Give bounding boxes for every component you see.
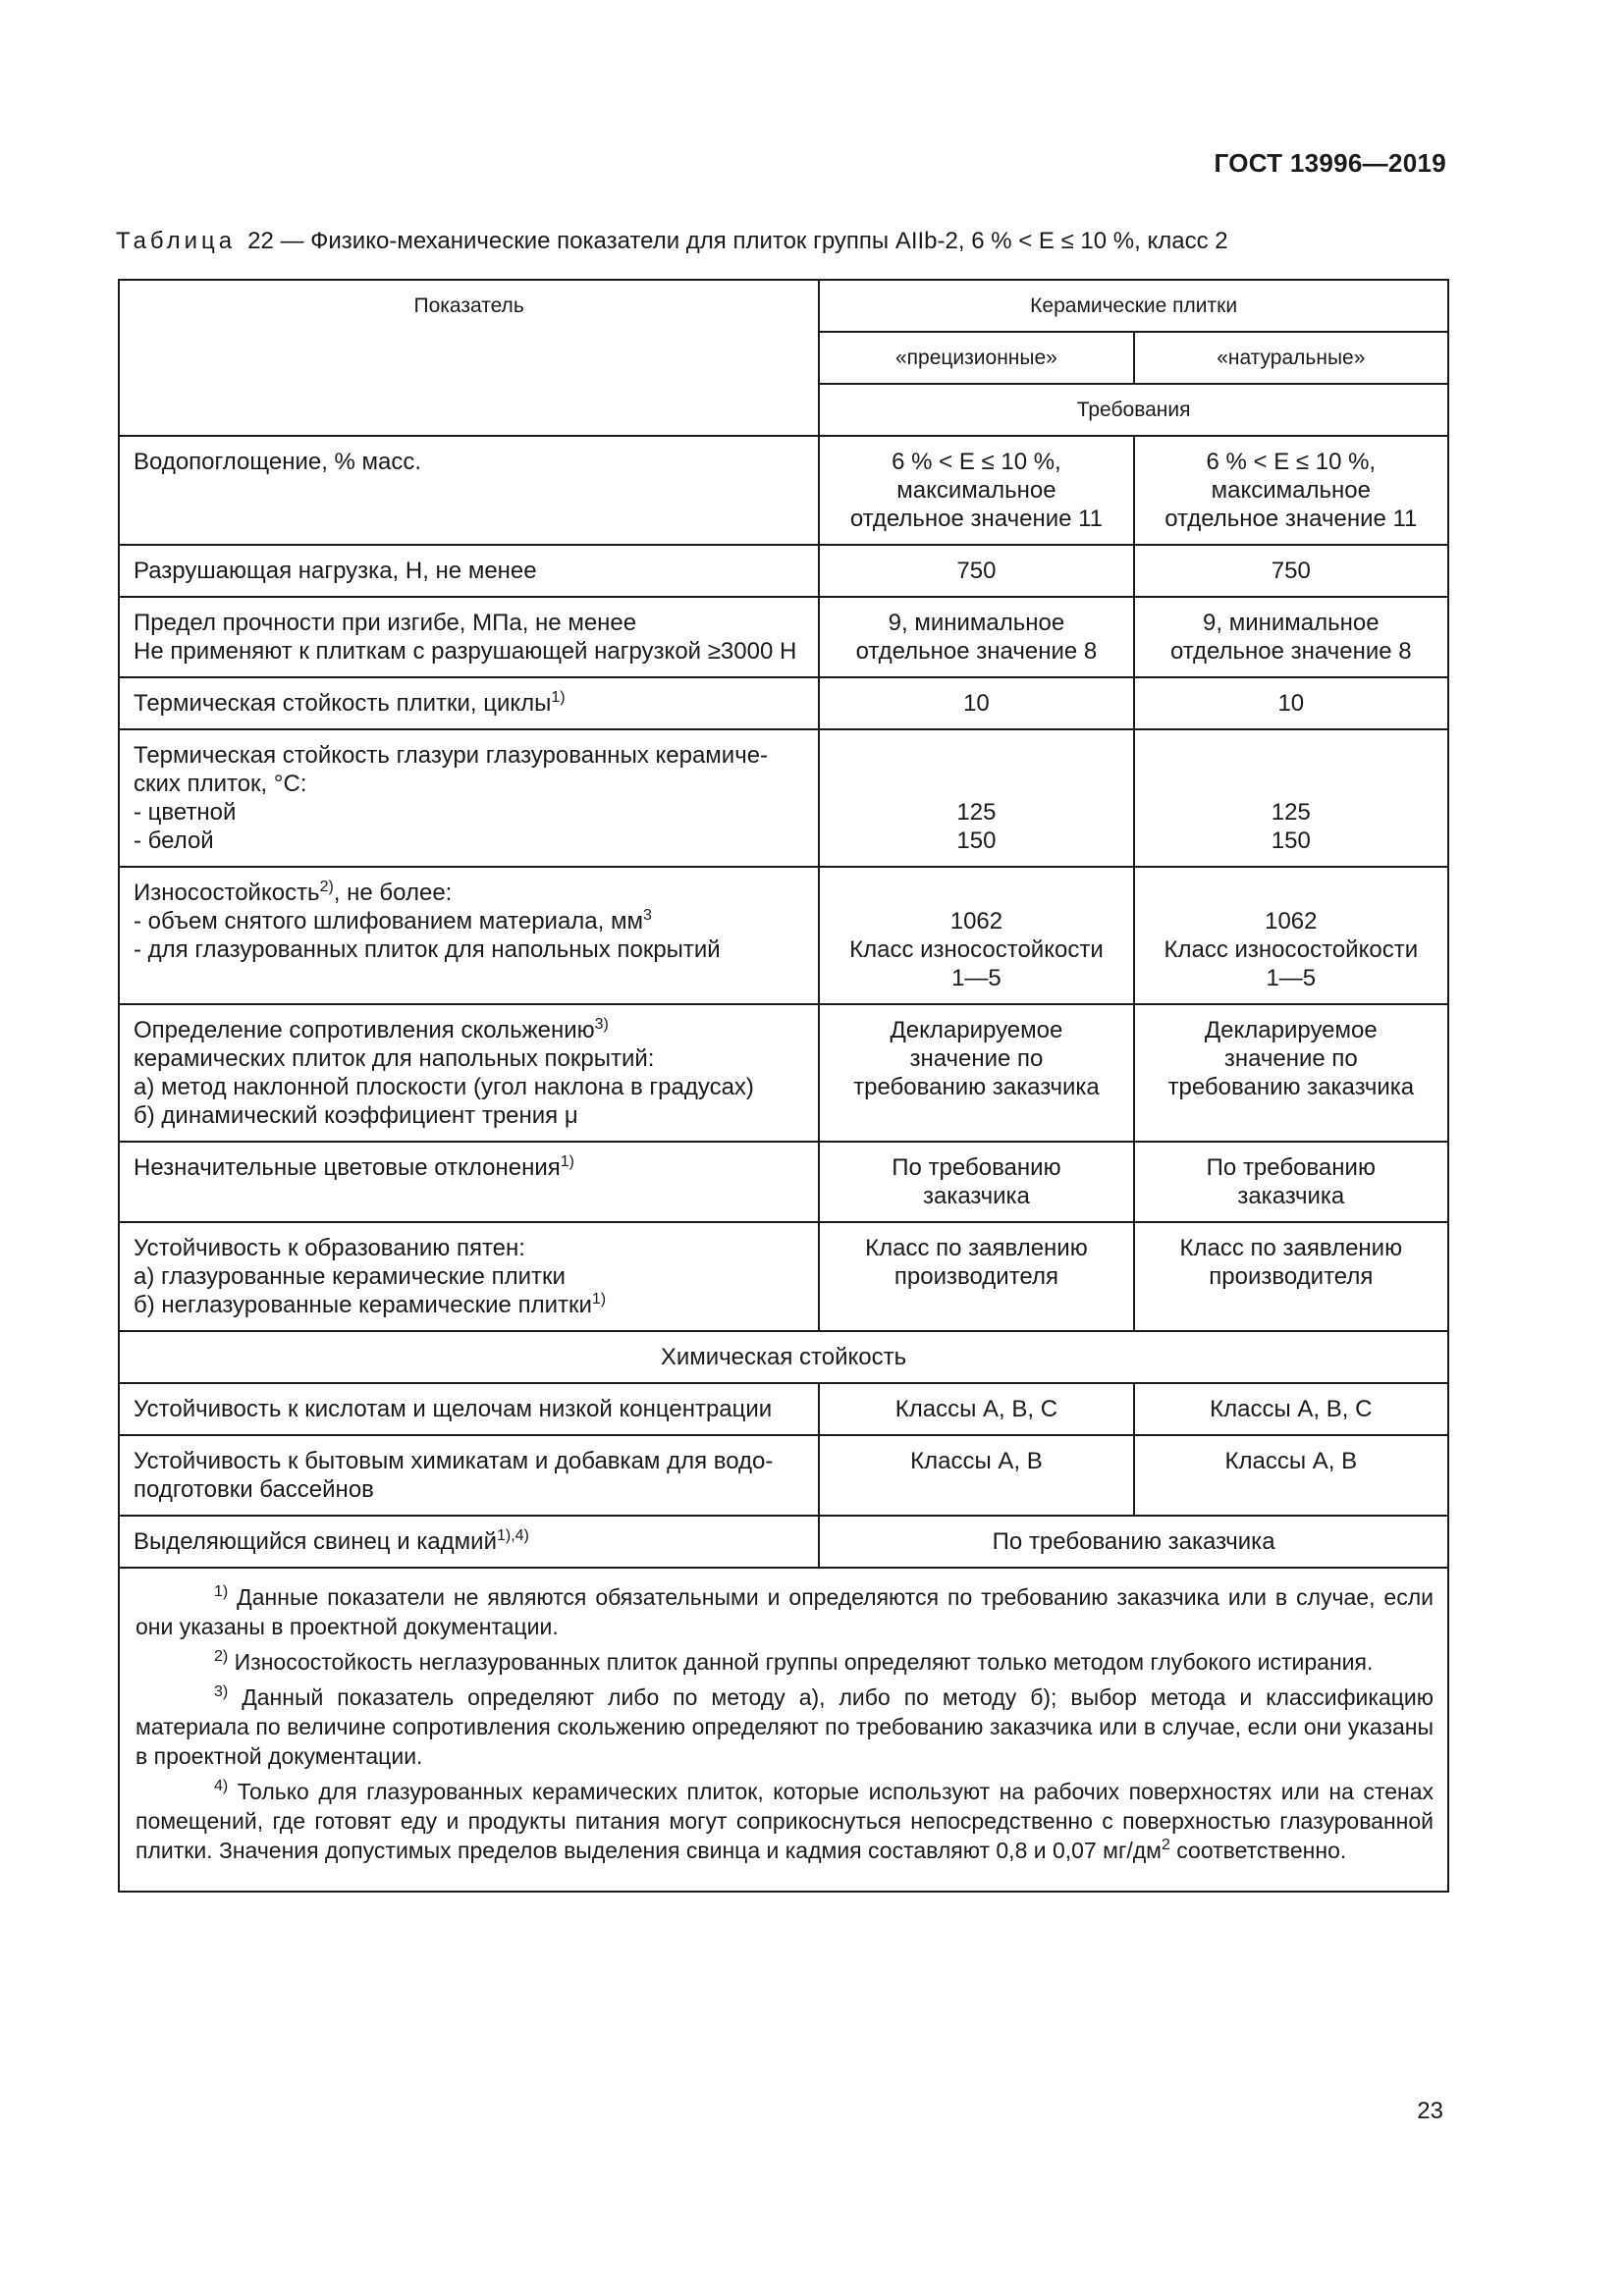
table-row [119, 436, 1448, 545]
table-row [119, 729, 1448, 867]
row-value-natural: Класс по заявлению производителя [1134, 1222, 1448, 1331]
footnote: $^{1)}$ Данные показатели не являются обязательными и определяются по требованию заказчика или в случае, если они указаны в проектной документации. [135, 1583, 1434, 1639]
table-caption [116, 228, 1228, 255]
row-label: Устойчивость к кислотам и щелочам низкой концентрации [119, 1383, 819, 1435]
row-label: Незначительные цветовые отклонения$^{1)}$ [119, 1142, 819, 1222]
row-value-natural: Классы А, В, С [1134, 1383, 1448, 1435]
table-row [119, 867, 1448, 1004]
row-label: Термическая стойкость глазури глазурованных керамиче- ских плиток, °С: - цветной - белой [119, 729, 819, 867]
row-label: Разрушающая нагрузка, Н, не менее [119, 545, 819, 597]
section-chemical-resistance: Химическая стойкость [119, 1331, 1448, 1383]
footnote-mark: 1),4) [496, 1527, 529, 1544]
table-row [119, 545, 1448, 597]
row-value-precision: 9, минимальное отдельное значение 8 [819, 597, 1133, 677]
footnote-mark: 2) [319, 879, 334, 895]
row-value-precision: 6 % < E ≤ 10 %, максимальное отдельное значение 11 [819, 436, 1133, 545]
row-value-natural: По требованию заказчика [1134, 1142, 1448, 1222]
row-label: Выделяющийся свинец и кадмий$^{1),4)}$ [119, 1516, 819, 1568]
row-label: Определение сопротивления скольжению$^{3)}$ керамических плиток для напольных покрытий: а) метод наклонной плоскости (угол наклона в градусах) б) динамический коэффициент трения μ [119, 1004, 819, 1142]
row-value-precision: По требованию заказчика [819, 1142, 1133, 1222]
row-value-natural: Декларируемое значение по требованию заказчика [1134, 1004, 1448, 1142]
header-indicator: Показатель [119, 280, 819, 436]
requirements-table [118, 279, 1449, 1893]
table-row [119, 1004, 1448, 1142]
row-label: Устойчивость к образованию пятен: а) глазурованные керамические плитки б) неглазурованные керамические плитки$^{1)}$ [119, 1222, 819, 1331]
header-ceramic-tiles: Керамические плитки [819, 280, 1448, 332]
row-value-precision: 750 [819, 545, 1133, 597]
row-value-natural: 10 [1134, 677, 1448, 729]
header-natural: «натуральные» [1134, 332, 1448, 384]
table-row [119, 1435, 1448, 1516]
row-value-natural: 125 150 [1134, 729, 1448, 867]
table-row [119, 1142, 1448, 1222]
row-label: Водопоглощение, % масс. [119, 436, 819, 545]
table-row [119, 1516, 1448, 1568]
footnote: $^{2)}$ Износостойкость неглазурованных плиток данной группы определяют только методом глубокого истирания. [214, 1648, 1374, 1675]
table-row [119, 1383, 1448, 1435]
row-value-precision: Класс по заявлению производителя [819, 1222, 1133, 1331]
table-row [119, 597, 1448, 677]
footnote: $^{3)}$ Данный показатель определяют либо по методу а), либо по методу б); выбор метода и классификацию материала по величине сопротивления скольжению определяют по требованию заказчика или в случае, если они указаны в проектной документации. [135, 1683, 1434, 1769]
table-row [119, 1222, 1448, 1331]
row-value-precision: Классы А, В [819, 1435, 1133, 1516]
table-row [119, 677, 1448, 729]
caption-text: 22 — Физико-механические показатели для плиток группы AIIb-2, 6 % < E ≤ 10 %, класс 2 [247, 228, 1228, 254]
row-value-merged: По требованию заказчика [819, 1516, 1448, 1568]
notes-row [119, 1568, 1448, 1892]
header-requirements: Требования [819, 384, 1448, 436]
footnote-mark: 1) [551, 689, 566, 706]
caption-prefix: Таблица [116, 228, 237, 254]
row-value-natural: Классы А, В [1134, 1435, 1448, 1516]
row-value-precision: Классы А, В, С [819, 1383, 1133, 1435]
row-label: Износостойкость$^{2)}$, не более: - объем снятого шлифованием материала, $мм^3$ - для глазурованных плиток для напольных покрытий [119, 867, 819, 1004]
row-value-precision: 1062 Класс износостойкости 1—5 [819, 867, 1133, 1004]
footnotes [119, 1568, 1448, 1892]
footnote: $^{4)}$ Только для глазурованных керамических плиток, которые используют на рабочих поверхностях или на стенах помещений, где готовят еду и продукты питания могут соприкоснуться непосредственно с поверхностью глазурованной плитки. Значения допустимых пределов выделения свинца и кадмия составляют 0,8 и 0,07 $мг/дм^2$ соответственно. [135, 1778, 1434, 1863]
row-label: Термическая стойкость плитки, циклы$^{1)}$ [119, 677, 819, 729]
row-value-precision: 125 150 [819, 729, 1133, 867]
page-number: 23 [1417, 2098, 1443, 2124]
footnote-mark: 1) [591, 1291, 607, 1308]
footnote-mark: 1) [560, 1153, 574, 1170]
row-value-natural: 750 [1134, 545, 1448, 597]
row-value-precision: Декларируемое значение по требованию заказчика [819, 1004, 1133, 1142]
row-value-natural: 6 % < E ≤ 10 %, максимальное отдельное значение 11 [1134, 436, 1448, 545]
section-row [119, 1331, 1448, 1383]
footnote-mark: 3) [594, 1016, 609, 1033]
row-value-natural: 9, минимальное отдельное значение 8 [1134, 597, 1448, 677]
row-label: Устойчивость к бытовым химикатам и добавкам для водо- подготовки бассейнов [119, 1435, 819, 1516]
header-precision: «прецизионные» [819, 332, 1133, 384]
row-value-precision: 10 [819, 677, 1133, 729]
header-row-1 [119, 280, 1448, 332]
row-label: Предел прочности при изгибе, МПа, не менее Не применяют к плиткам с разрушающей нагрузкой ≥3000 Н [119, 597, 819, 677]
document-code: ГОСТ 13996—2019 [1214, 148, 1446, 178]
row-value-natural: 1062 Класс износостойкости 1—5 [1134, 867, 1448, 1004]
